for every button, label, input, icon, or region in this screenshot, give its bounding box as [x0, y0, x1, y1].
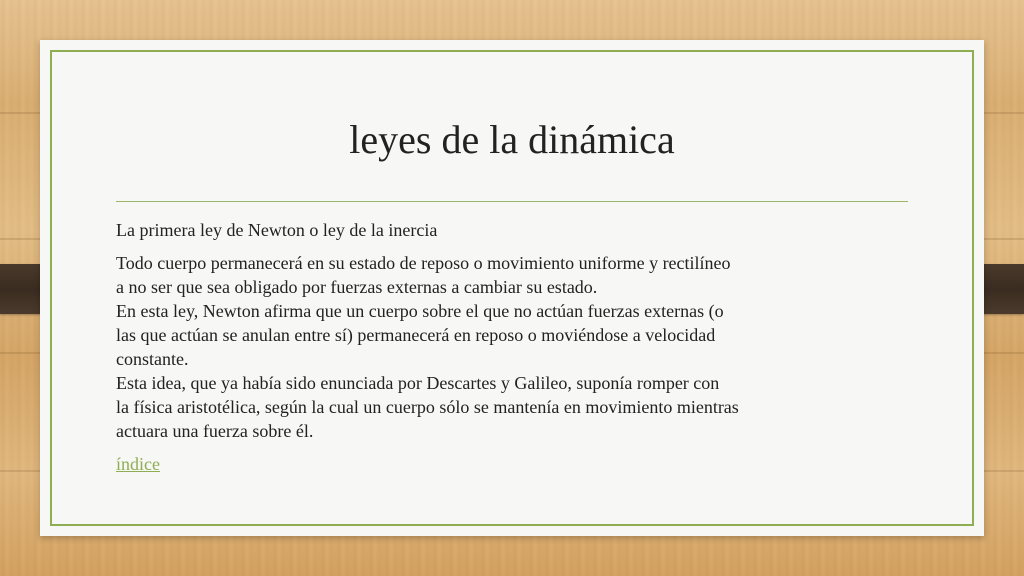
body-line: actuara una fuerza sobre él. [116, 421, 314, 441]
slide [40, 40, 984, 536]
body-line: a no ser que sea obligado por fuerzas externas a cambiar su estado. [116, 277, 598, 297]
body-line: la física aristotélica, según la cual un cuerpo sólo se mantenía en movimiento mientras [116, 397, 739, 417]
slide-title: leyes de la dinámica [349, 117, 675, 162]
index-link[interactable]: índice [116, 454, 160, 474]
slide-content [116, 218, 916, 476]
body-line: las que actúan se anulan entre sí) permanecerá en reposo o moviéndose a velocidad [116, 325, 716, 345]
slide-subtitle: La primera ley de Newton o ley de la inercia [116, 220, 438, 240]
title-divider [116, 201, 908, 202]
body-line: Esta idea, que ya había sido enunciada por Descartes y Galileo, suponía romper con [116, 373, 720, 393]
body-line: En esta ley, Newton afirma que un cuerpo sobre el que no actúan fuerzas externas (o [116, 301, 724, 321]
body-line: Todo cuerpo permanecerá en su estado de reposo o movimiento uniforme y rectilíneo [116, 253, 731, 273]
body-line: constante. [116, 349, 189, 369]
